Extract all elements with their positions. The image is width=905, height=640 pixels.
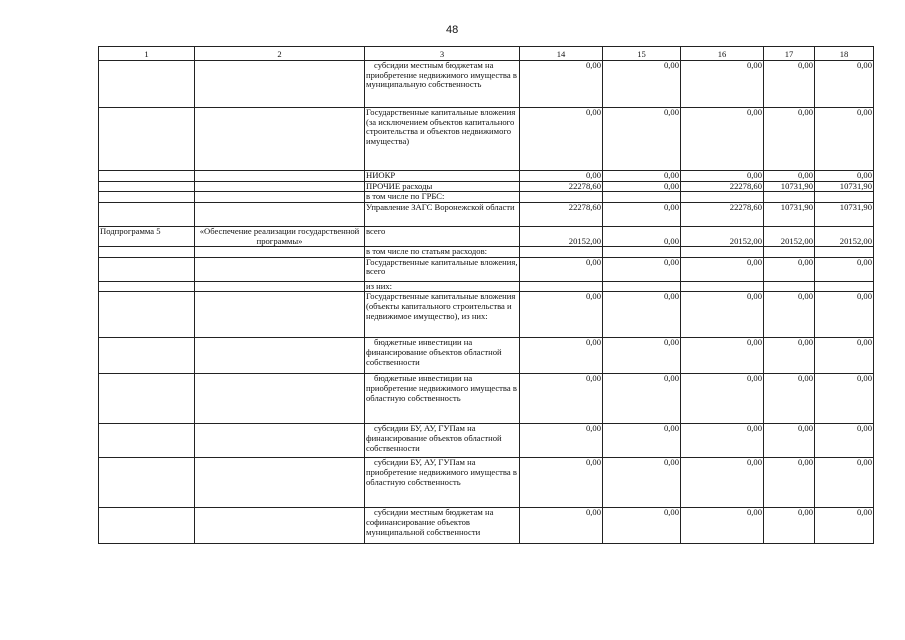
value-cell: 0,00 <box>764 292 815 338</box>
table-row <box>99 292 874 338</box>
value-cell: 0,00 <box>681 374 764 424</box>
table-header-row <box>99 47 874 61</box>
expense-description-cell: Управление ЗАГС Воронежской области <box>365 202 520 226</box>
table-row <box>99 374 874 424</box>
value-cell: 0,00 <box>764 61 815 108</box>
subprogram-title-cell <box>195 257 365 281</box>
table-row <box>99 108 874 171</box>
expense-description-cell: всего <box>365 226 520 246</box>
header-cell: 15 <box>603 47 681 61</box>
subprogram-title-cell <box>195 108 365 171</box>
value-cell: 22278,60 <box>520 202 603 226</box>
value-cell: 0,00 <box>603 226 681 246</box>
table-row <box>99 226 874 246</box>
value-cell: 0,00 <box>681 61 764 108</box>
value-cell <box>520 281 603 292</box>
subprogram-title-cell <box>195 281 365 292</box>
subprogram-cell <box>99 202 195 226</box>
subprogram-title-cell <box>195 292 365 338</box>
subprogram-cell <box>99 292 195 338</box>
value-cell: 10731,90 <box>764 202 815 226</box>
value-cell: 0,00 <box>603 374 681 424</box>
value-cell: 0,00 <box>681 108 764 171</box>
value-cell: 0,00 <box>603 202 681 226</box>
header-cell: 17 <box>764 47 815 61</box>
value-cell: 0,00 <box>815 508 874 544</box>
value-cell <box>764 281 815 292</box>
value-cell: 0,00 <box>764 374 815 424</box>
value-cell: 0,00 <box>815 61 874 108</box>
value-cell: 0,00 <box>681 292 764 338</box>
value-cell: 0,00 <box>681 338 764 374</box>
value-cell: 0,00 <box>520 292 603 338</box>
subprogram-title-cell <box>195 508 365 544</box>
subprogram-title-cell <box>195 247 365 258</box>
header-cell: 18 <box>815 47 874 61</box>
value-cell: 0,00 <box>764 171 815 182</box>
value-cell: 0,00 <box>603 458 681 508</box>
value-cell: 22278,60 <box>681 181 764 192</box>
subprogram-cell <box>99 181 195 192</box>
expense-description-cell: из них: <box>365 281 520 292</box>
value-cell: 0,00 <box>815 108 874 171</box>
subprogram-cell <box>99 257 195 281</box>
subprogram-cell <box>99 171 195 182</box>
table-row <box>99 424 874 458</box>
value-cell: 0,00 <box>815 257 874 281</box>
value-cell: 0,00 <box>603 508 681 544</box>
subprogram-title-cell <box>195 192 365 203</box>
subprogram-title-cell: «Обеспечение реализации государственной программы» <box>195 226 365 246</box>
subprogram-cell <box>99 374 195 424</box>
subprogram-title-cell <box>195 202 365 226</box>
value-cell: 0,00 <box>681 257 764 281</box>
header-cell: 14 <box>520 47 603 61</box>
value-cell <box>815 192 874 203</box>
value-cell: 20152,00 <box>764 226 815 246</box>
table-row <box>99 171 874 182</box>
subprogram-title-cell <box>195 61 365 108</box>
table-row <box>99 508 874 544</box>
subprogram-title-cell <box>195 181 365 192</box>
value-cell <box>815 247 874 258</box>
value-cell <box>520 247 603 258</box>
subprogram-cell <box>99 424 195 458</box>
value-cell: 22278,60 <box>681 202 764 226</box>
subprogram-cell <box>99 192 195 203</box>
value-cell <box>815 281 874 292</box>
value-cell: 22278,60 <box>520 181 603 192</box>
value-cell: 0,00 <box>603 257 681 281</box>
value-cell: 0,00 <box>520 508 603 544</box>
table-row <box>99 202 874 226</box>
table-row <box>99 281 874 292</box>
value-cell: 0,00 <box>520 374 603 424</box>
table-row <box>99 458 874 508</box>
value-cell: 0,00 <box>520 171 603 182</box>
value-cell: 0,00 <box>520 458 603 508</box>
expense-description-cell: субсидии местным бюджетам на софинансирование объектов муниципальной собственности <box>365 508 520 544</box>
subprogram-cell <box>99 508 195 544</box>
subprogram-title-cell <box>195 171 365 182</box>
table-row <box>99 61 874 108</box>
value-cell <box>681 247 764 258</box>
page-number: 48 <box>446 24 459 36</box>
header-cell: 3 <box>365 47 520 61</box>
value-cell: 0,00 <box>764 257 815 281</box>
subprogram-cell: Подпрограмма 5 <box>99 226 195 246</box>
subprogram-cell <box>99 281 195 292</box>
value-cell: 0,00 <box>520 61 603 108</box>
table-row <box>99 247 874 258</box>
value-cell: 0,00 <box>603 171 681 182</box>
value-cell: 0,00 <box>603 61 681 108</box>
value-cell: 0,00 <box>520 257 603 281</box>
table-row <box>99 257 874 281</box>
value-cell: 0,00 <box>520 424 603 458</box>
value-cell: 0,00 <box>681 508 764 544</box>
value-cell: 20152,00 <box>681 226 764 246</box>
value-cell <box>603 192 681 203</box>
expense-description-cell: в том числе по статьям расходов: <box>365 247 520 258</box>
subprogram-cell <box>99 458 195 508</box>
table-row <box>99 181 874 192</box>
value-cell: 0,00 <box>764 458 815 508</box>
expense-description-cell: НИОКР <box>365 171 520 182</box>
value-cell: 0,00 <box>815 292 874 338</box>
value-cell: 0,00 <box>520 338 603 374</box>
value-cell: 10731,90 <box>764 181 815 192</box>
value-cell: 0,00 <box>815 424 874 458</box>
expense-description-cell: ПРОЧИЕ расходы <box>365 181 520 192</box>
subprogram-cell <box>99 338 195 374</box>
value-cell: 0,00 <box>603 108 681 171</box>
table-row <box>99 192 874 203</box>
expense-description-cell: Государственные капитальные вложения (объекты капитального строительства и недвижимое имущество), из них: <box>365 292 520 338</box>
expense-description-cell: субсидии БУ, АУ, ГУПам на финансирование объектов областной собственности <box>365 424 520 458</box>
value-cell: 0,00 <box>815 171 874 182</box>
value-cell <box>681 281 764 292</box>
expense-description-cell: субсидии местным бюджетам на приобретение недвижимого имущества в муниципальную собственность <box>365 61 520 108</box>
value-cell: 0,00 <box>603 181 681 192</box>
value-cell <box>764 192 815 203</box>
value-cell: 20152,00 <box>520 226 603 246</box>
table-row <box>99 338 874 374</box>
value-cell: 10731,90 <box>815 181 874 192</box>
expense-description-cell: бюджетные инвестиции на приобретение недвижимого имущества в областную собственность <box>365 374 520 424</box>
value-cell: 0,00 <box>520 108 603 171</box>
value-cell: 0,00 <box>764 424 815 458</box>
table-body <box>99 61 874 544</box>
value-cell <box>603 247 681 258</box>
subprogram-cell <box>99 61 195 108</box>
subprogram-title-cell <box>195 424 365 458</box>
expense-description-cell: Государственные капитальные вложения (за исключением объектов капитального строительства и объектов недвижимого имущества) <box>365 108 520 171</box>
subprogram-cell <box>99 108 195 171</box>
value-cell <box>681 192 764 203</box>
subprogram-title-cell <box>195 338 365 374</box>
value-cell: 10731,90 <box>815 202 874 226</box>
expense-description-cell: субсидии БУ, АУ, ГУПам на приобретение недвижимого имущества в областную собственность <box>365 458 520 508</box>
value-cell: 20152,00 <box>815 226 874 246</box>
header-cell: 2 <box>195 47 365 61</box>
value-cell: 0,00 <box>681 171 764 182</box>
value-cell: 0,00 <box>603 292 681 338</box>
value-cell: 0,00 <box>603 338 681 374</box>
subprogram-title-cell <box>195 374 365 424</box>
expense-description-cell: в том числе по ГРБС: <box>365 192 520 203</box>
value-cell: 0,00 <box>764 508 815 544</box>
header-cell: 16 <box>681 47 764 61</box>
value-cell: 0,00 <box>764 338 815 374</box>
value-cell: 0,00 <box>603 424 681 458</box>
value-cell <box>520 192 603 203</box>
expense-description-cell: бюджетные инвестиции на финансирование объектов областной собственности <box>365 338 520 374</box>
value-cell: 0,00 <box>764 108 815 171</box>
value-cell: 0,00 <box>681 424 764 458</box>
value-cell <box>764 247 815 258</box>
subprogram-cell <box>99 247 195 258</box>
value-cell <box>603 281 681 292</box>
expense-description-cell: Государственные капитальные вложения, всего <box>365 257 520 281</box>
subprogram-title-cell <box>195 458 365 508</box>
header-cell: 1 <box>99 47 195 61</box>
value-cell: 0,00 <box>815 374 874 424</box>
value-cell: 0,00 <box>681 458 764 508</box>
value-cell: 0,00 <box>815 338 874 374</box>
value-cell: 0,00 <box>815 458 874 508</box>
budget-table <box>98 46 874 544</box>
